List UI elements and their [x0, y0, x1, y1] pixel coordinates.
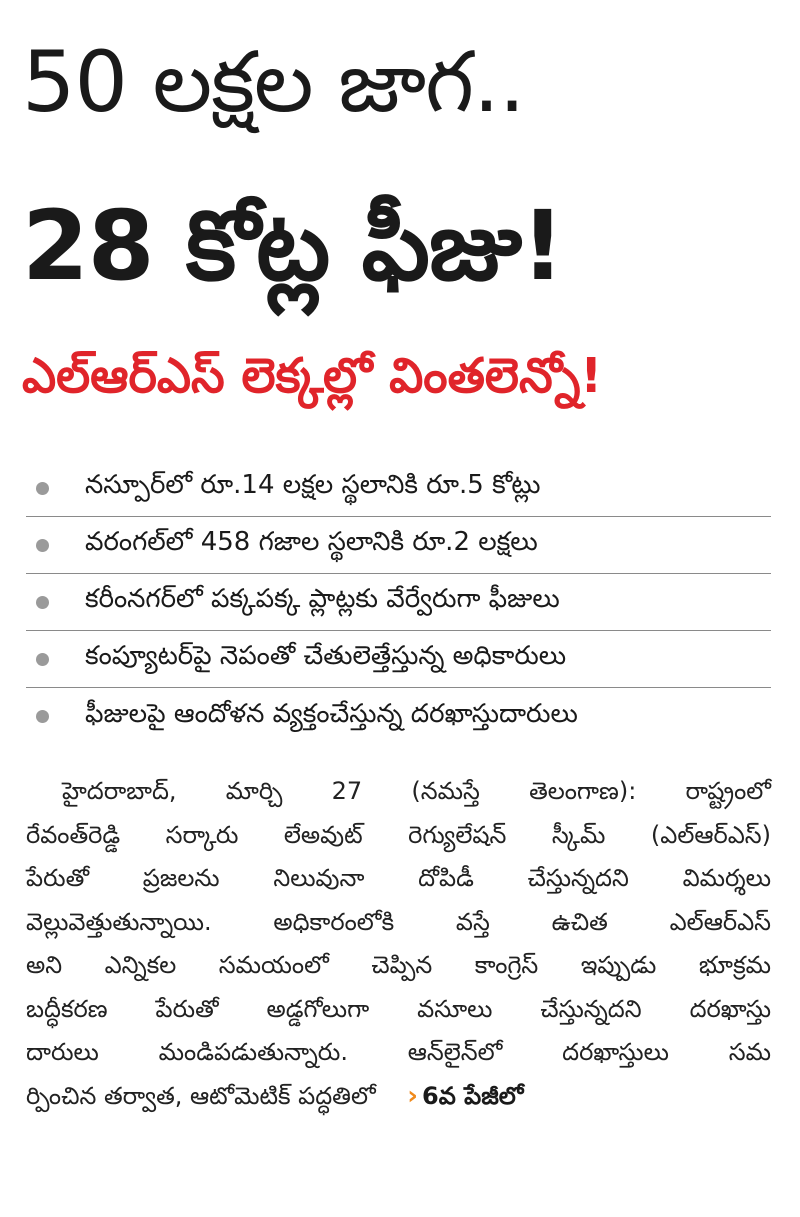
chevron-right-icon: › [407, 1080, 419, 1111]
continued-on-page-label: 6వ పేజీలో [422, 1081, 524, 1110]
article-body-line: పేరుతో ప్రజలను నిలువునా దోపిడీ చేస్తున్నదని విమర్శలు [26, 864, 771, 892]
list-item-text: వరంగల్‌లో 458 గజాల స్థలానికి రూ.2 లక్షలు [85, 527, 538, 557]
list-item-text: కంప్యూటర్‌పై నెపంతో చేతులెత్తేస్తున్న అధికారులు [85, 641, 567, 671]
headline-line-1: 50 లక్షల జాగ.. [22, 33, 525, 131]
bullet-dot-icon [36, 539, 49, 552]
continued-on-page-link[interactable] [407, 1075, 523, 1119]
subheadline: ఎల్ఆర్ఎస్ లెక్కల్లో వింతలెన్నో! [22, 348, 603, 404]
list-item [26, 688, 771, 745]
bullet-dot-icon [36, 596, 49, 609]
list-item [26, 460, 771, 517]
headline-line-2: 28 కోట్ల ఫీజు! [22, 190, 564, 302]
list-item-text: కరీంనగర్‌లో పక్కపక్క ప్లాట్లకు వేర్వేరుగా ఫీజులు [85, 584, 560, 614]
bullet-dot-icon [36, 710, 49, 723]
article-body [26, 770, 771, 1118]
list-item-text: నస్పూర్‌లో రూ.14 లక్షల స్థలానికి రూ.5 కోట్లు [85, 470, 541, 500]
article-body-last-line [26, 1075, 771, 1119]
article-body-line: రేవంత్‌రెడ్డి సర్కారు లేఅవుట్ రెగ్యులేషన్ స్కీమ్ (ఎల్ఆర్ఎస్) [26, 820, 771, 849]
article-body-line: వెల్లువెత్తుతున్నాయి. అధికారంలోకి వస్తే ఉచిత ఎల్ఆర్ఎస్ [26, 907, 771, 936]
list-item-text: ఫీజులపై ఆందోళన వ్యక్తంచేస్తున్న దరఖాస్తుదారులు [85, 698, 578, 729]
bullet-dot-icon [36, 482, 49, 495]
article-body-line: హైదరాబాద్, మార్చి 27 (నమస్తే తెలంగాణ): రాష్ట్రంలో [62, 777, 771, 805]
article-body-line: ర్పించిన తర్వాత, ఆటోమెటిక్ పద్ధతిలో [26, 1081, 376, 1110]
list-item [26, 517, 771, 574]
article-body-line: అని ఎన్నికల సమయంలో చెప్పిన కాంగ్రెస్ ఇప్పుడు భూక్రమ [26, 951, 771, 979]
highlights-list [26, 460, 771, 745]
article-body-line: దారులు మండిపడుతున్నారు. ఆన్‌లైన్‌లో దరఖాస్తులు సమ [26, 1038, 771, 1066]
bullet-dot-icon [36, 653, 49, 666]
article-body-line: బద్ధీకరణ పేరుతో అడ్డగోలుగా వసూలు చేస్తున్నదని దరఖాస్తు [26, 994, 771, 1023]
list-item [26, 574, 771, 631]
list-item [26, 631, 771, 688]
